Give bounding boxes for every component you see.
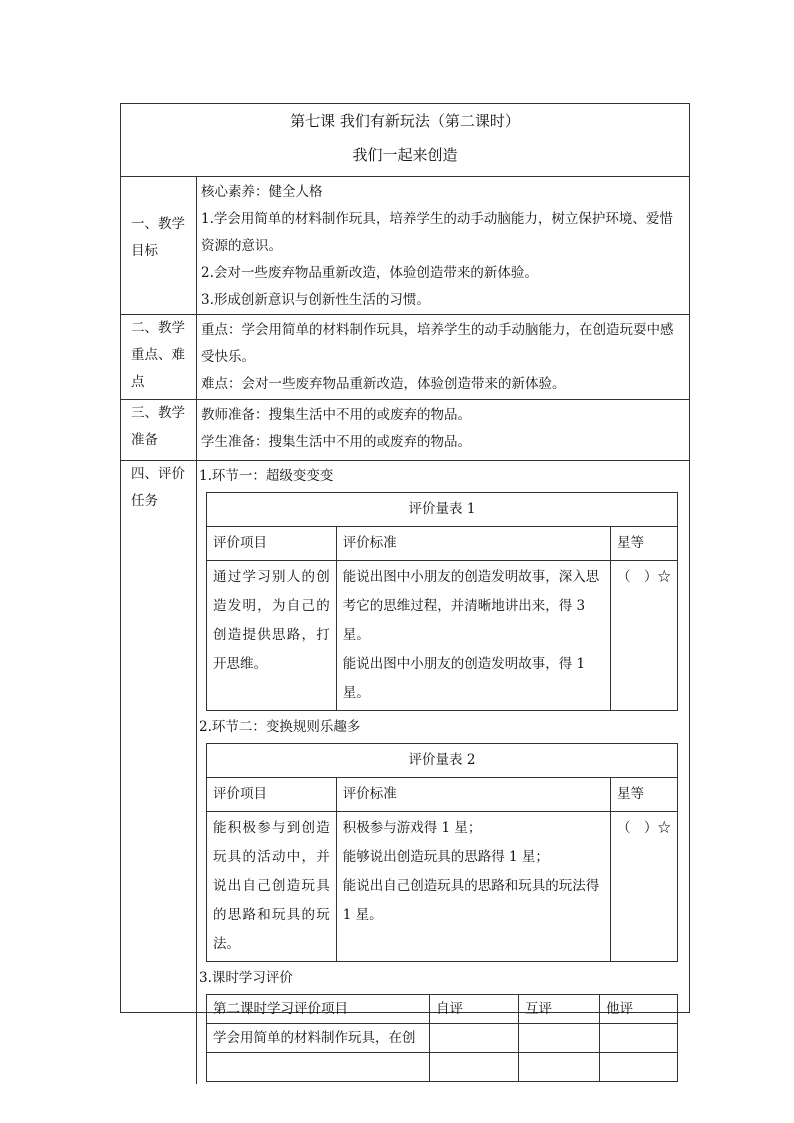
- rubric-1-header-criteria: 评价标准: [336, 527, 610, 561]
- teacher-preparation: 教师准备：搜集生活中不用的或废弃的物品。: [201, 407, 471, 423]
- evaluation-content: [197, 461, 689, 1084]
- section3-heading: 3.课时学习评价: [199, 970, 293, 986]
- rubric-1-item: 通过学习别人的创造发明，为自己的创造提供思路，打开思维。: [207, 561, 337, 711]
- rubric-1-caption: 评价量表 1: [207, 493, 678, 527]
- rubric-1-criterion-1-star: 能说出图中小朋友的创造发明故事，得 1 星。: [342, 656, 586, 701]
- goal-3: 3.形成创新意识与创新性生活的习惯。: [201, 292, 430, 308]
- rubric-1-criterion-3-stars: 能说出图中小朋友的创造发明故事，深入思考它的思维过程，并清晰地讲出来，得 3 星。: [342, 569, 600, 643]
- rubric-2-header-criteria: 评价标准: [336, 778, 610, 812]
- rubric-2-criteria: [336, 812, 610, 962]
- rubric-2-criterion-participation: 积极参与游戏得 1 星；: [342, 820, 482, 836]
- core-literacy: 核心素养：健全人格: [201, 184, 323, 200]
- rubric-1-star-rating: （ ）☆: [611, 561, 678, 711]
- rubric-table-1: [206, 492, 678, 711]
- rubric-2-item: 能积极参与到创造玩具的活动中，并说出自己创造玩具的思路和玩具的玩法。: [207, 812, 337, 962]
- rubric-2-header-item: 评价项目: [207, 778, 337, 812]
- key-point: 重点：学会用简单的材料制作玩具，培养学生的动手动脑能力，在创造玩耍中感受快乐。: [201, 322, 674, 365]
- difficult-point: 难点：会对一些废弃物品重新改造，体验创造带来的新体验。: [201, 376, 566, 392]
- student-preparation: 学生准备：搜集生活中不用的或废弃的物品。: [201, 434, 471, 450]
- goal-1: 1.学会用简单的材料制作玩具，培养学生的动手动脑能力，树立保护环境、爱惜资源的意识。: [201, 211, 673, 254]
- rubric-2-criterion-ideas: 能够说出创造玩具的思路得 1 星；: [342, 849, 549, 865]
- lesson-eval-other-cell: [600, 1024, 678, 1053]
- rubric-2-star-rating: （ ）☆: [611, 812, 678, 962]
- rubric-1-header-item: 评价项目: [207, 527, 337, 561]
- lesson-eval-header-peer: 互评: [519, 995, 600, 1024]
- lesson-eval-item-1-cont: [207, 1053, 430, 1082]
- rubric-2-caption: 评价量表 2: [207, 744, 678, 778]
- evaluation-row: [121, 461, 689, 1084]
- lesson-eval-peer-cell: [519, 1024, 600, 1053]
- lesson-title: 第七课 我们有新玩法（第二课时）: [290, 112, 520, 130]
- lesson-eval-header-item: 第二课时学习评价项目: [207, 995, 430, 1024]
- goal-2: 2.会对一些废弃物品重新改造，体验创造带来的新体验。: [201, 265, 538, 281]
- rubric-1-criteria: [336, 561, 610, 711]
- section2-heading: 2.环节二：变换规则乐趣多: [199, 719, 361, 735]
- lesson-subtitle: 我们一起来创造: [352, 146, 458, 164]
- rubric-1-header-stars: 星等: [611, 527, 678, 561]
- key-points-row: [121, 315, 689, 400]
- lesson-eval-item-1: 学会用简单的材料制作玩具，在创: [207, 1024, 430, 1053]
- rubric-2-criterion-play: 能说出自己创造玩具的思路和玩具的玩法得 1 星。: [342, 878, 600, 923]
- evaluation-label: 四、评价 任务: [121, 461, 197, 1084]
- key-points-content: [197, 315, 689, 399]
- preparation-row: [121, 400, 689, 461]
- lesson-eval-header-other: 他评: [600, 995, 678, 1024]
- lesson-eval-header-self: 自评: [430, 995, 519, 1024]
- lesson-eval-self-cell: [430, 1024, 519, 1053]
- rubric-2-header-stars: 星等: [611, 778, 678, 812]
- goals-content: [197, 177, 689, 314]
- goals-row: [121, 177, 689, 315]
- section1-heading: 1.环节一：超级变变变: [199, 468, 334, 484]
- lesson-plan-table: [120, 103, 690, 1046]
- lesson-evaluation-table: [206, 994, 678, 1082]
- key-points-label: 二、教学 重点、难 点: [121, 315, 197, 399]
- title-block: [121, 104, 689, 177]
- preparation-label: 三、教学 准备: [121, 400, 197, 460]
- rubric-table-2: [206, 743, 678, 962]
- preparation-content: [197, 400, 689, 460]
- goals-label: 一、教学 目标: [121, 177, 197, 314]
